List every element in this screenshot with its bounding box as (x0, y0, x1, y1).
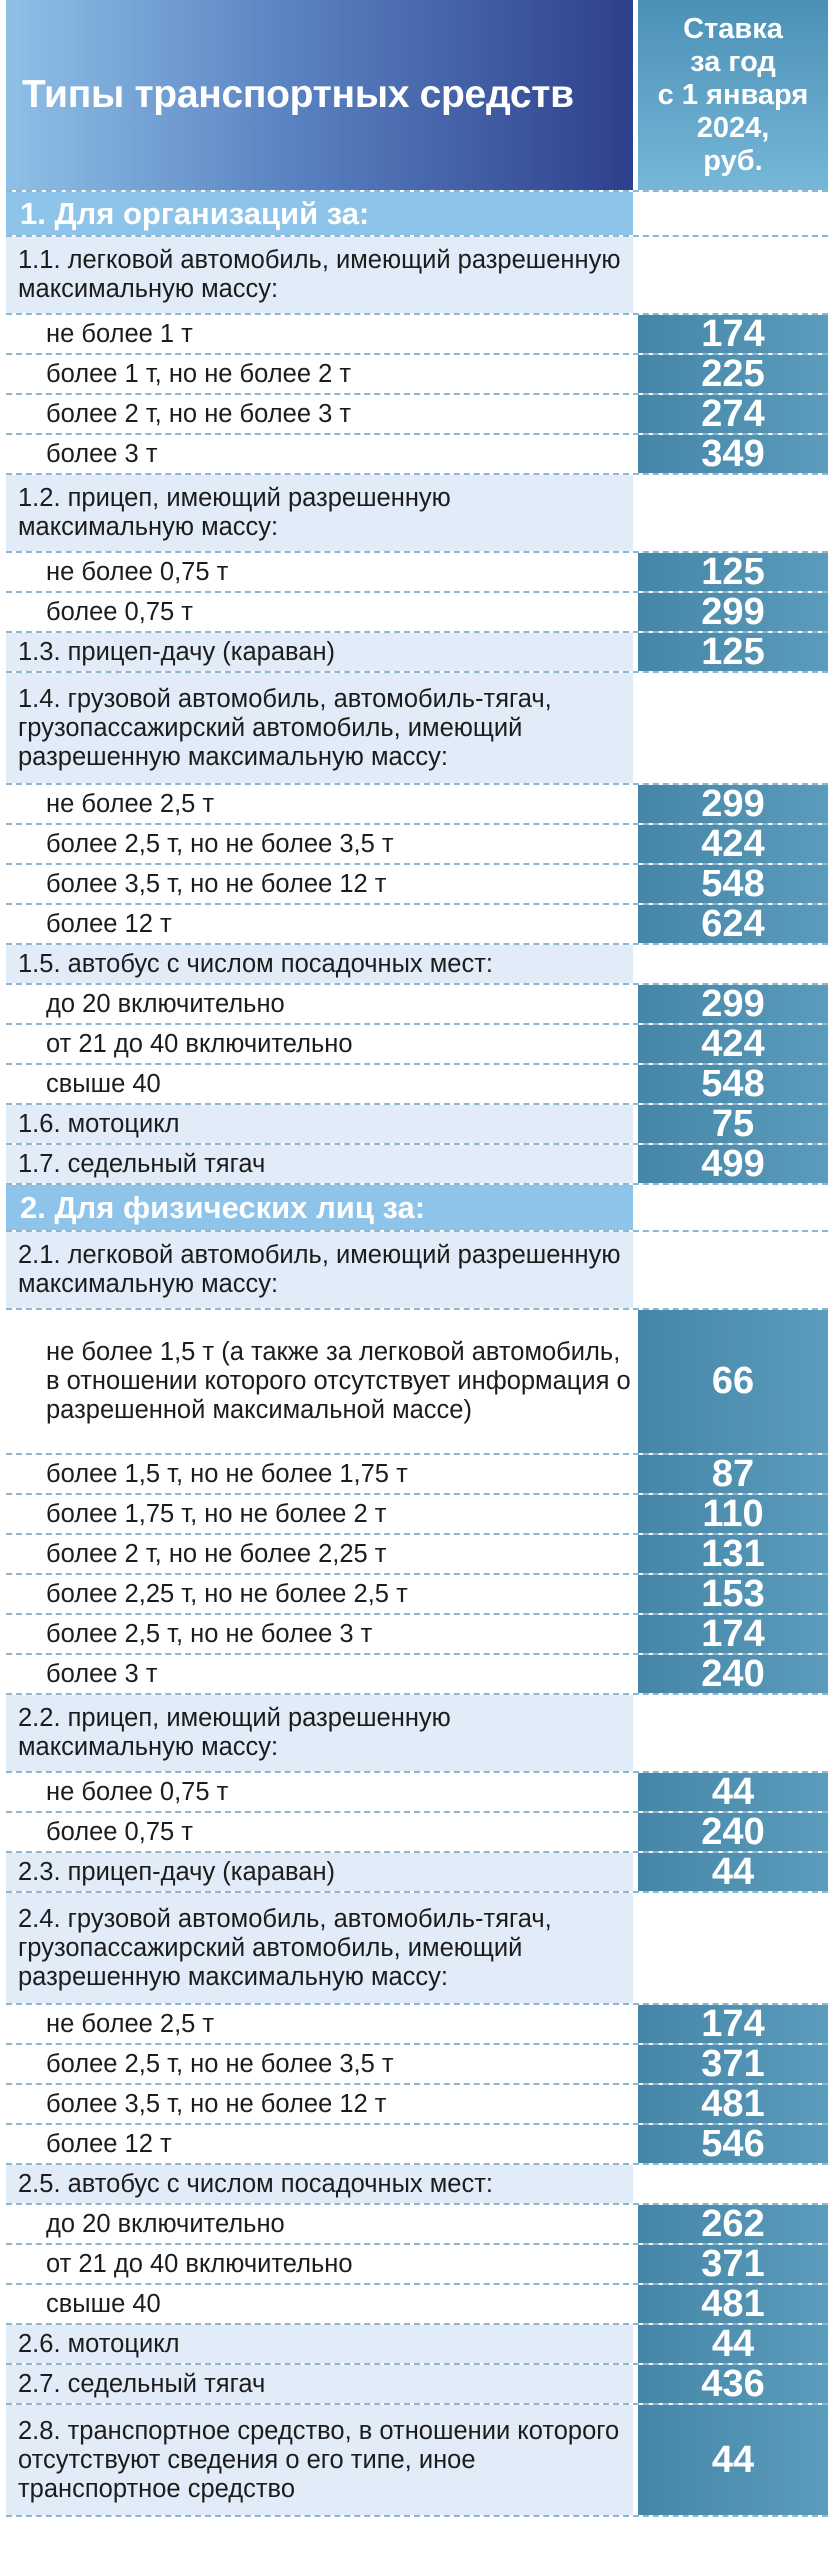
rate-value: 274 (638, 395, 828, 433)
vehicle-type-label: более 2,25 т, но не более 2,5 т (6, 1575, 633, 1613)
table-row (6, 1810, 828, 1853)
table-row (6, 902, 828, 945)
vehicle-type-label: 2.4. грузовой автомобиль, автомобиль-тягач, грузопассажирский автомобиль, имеющий разрешенную максимальную массу: (6, 1893, 633, 2003)
vehicle-type-label: более 3,5 т, но не более 12 т (6, 865, 633, 903)
rate-value (638, 1185, 828, 1230)
rate-value (638, 1695, 828, 1771)
vehicle-type-label: более 2 т, но не более 2,25 т (6, 1535, 633, 1573)
table-row (6, 550, 828, 593)
rate-value: 87 (638, 1455, 828, 1493)
vehicle-type-label: не более 1 т (6, 315, 633, 353)
category-row (6, 2405, 828, 2517)
vehicle-type-label: 2.7. седельный тягач (6, 2365, 633, 2403)
rate-value (638, 192, 828, 235)
category-row (6, 2362, 828, 2405)
table-row (6, 2242, 828, 2285)
vehicle-type-label: 2.1. легковой автомобиль, имеющий разрешенную максимальную массу: (6, 1232, 633, 1308)
rate-value: 44 (638, 1853, 828, 1891)
category-row (6, 945, 828, 985)
table-row (6, 1310, 828, 1455)
vehicle-type-label: более 2 т, но не более 3 т (6, 395, 633, 433)
table-row (6, 312, 828, 355)
vehicle-type-label: более 0,75 т (6, 593, 633, 631)
rate-value: 424 (638, 825, 828, 863)
table-row (6, 1612, 828, 1655)
rate-value (638, 945, 828, 983)
vehicle-type-label: 2.6. мотоцикл (6, 2325, 633, 2363)
vehicle-type-label: 1.5. автобус с числом посадочных мест: (6, 945, 633, 983)
table-row (6, 2042, 828, 2085)
vehicle-type-label: 1.2. прицеп, имеющий разрешенную максимальную массу: (6, 475, 633, 551)
table-row (6, 1770, 828, 1813)
section-row (6, 192, 828, 237)
rate-value: 66 (638, 1310, 828, 1453)
table-row (6, 822, 828, 865)
vehicle-type-label: не более 1,5 т (а также за легковой автомобиль, в отношении которого отсутствует информация о разрешенной максимальной массе) (6, 1310, 633, 1453)
vehicle-type-label: свыше 40 (6, 1065, 633, 1103)
category-row (6, 1695, 828, 1773)
rate-value (638, 1232, 828, 1308)
vehicle-type-label: 1.1. легковой автомобиль, имеющий разрешенную максимальную массу: (6, 237, 633, 313)
rate-value: 548 (638, 865, 828, 903)
vehicle-type-label: не более 2,5 т (6, 785, 633, 823)
category-row (6, 1232, 828, 1310)
vehicle-type-label: более 12 т (6, 905, 633, 943)
rate-value: 371 (638, 2245, 828, 2283)
rate-value (638, 673, 828, 783)
table-row (6, 1532, 828, 1575)
vehicle-type-label: до 20 включительно (6, 2205, 633, 2243)
rate-value: 299 (638, 785, 828, 823)
category-row (6, 237, 828, 315)
table-body (6, 192, 828, 2517)
category-row (6, 2322, 828, 2365)
vehicle-type-label: свыше 40 (6, 2285, 633, 2323)
rate-value: 262 (638, 2205, 828, 2243)
vehicle-type-label: более 0,75 т (6, 1813, 633, 1851)
rate-value: 44 (638, 1773, 828, 1811)
table-row (6, 982, 828, 1025)
rate-value: 125 (638, 633, 828, 671)
rate-value: 44 (638, 2405, 828, 2515)
vehicle-type-label: более 12 т (6, 2125, 633, 2163)
vehicle-type-label: от 21 до 40 включительно (6, 1025, 633, 1063)
category-row (6, 673, 828, 785)
table-row (6, 2282, 828, 2325)
category-row (6, 475, 828, 553)
table-row (6, 2002, 828, 2045)
section-title: 1. Для организаций за: (6, 192, 633, 235)
table-row (6, 1492, 828, 1535)
vehicle-type-label: до 20 включительно (6, 985, 633, 1023)
table-row (6, 392, 828, 435)
vehicle-type-label: более 2,5 т, но не более 3,5 т (6, 2045, 633, 2083)
table-row (6, 862, 828, 905)
vehicle-type-label: более 2,5 т, но не более 3 т (6, 1615, 633, 1653)
vehicle-type-label: не более 0,75 т (6, 553, 633, 591)
vehicle-type-label: 2.3. прицеп-дачу (караван) (6, 1853, 633, 1891)
category-row (6, 2165, 828, 2205)
category-row (6, 1102, 828, 1145)
table-row (6, 1652, 828, 1695)
vehicle-type-label: более 3 т (6, 435, 633, 473)
vehicle-type-label: 2.8. транспортное средство, в отношении которого отсутствуют сведения о его типе, иное транспортное средство (6, 2405, 633, 2515)
rate-value: 481 (638, 2085, 828, 2123)
rate-value: 125 (638, 553, 828, 591)
rate-value: 299 (638, 593, 828, 631)
vehicle-type-label: более 1 т, но не более 2 т (6, 355, 633, 393)
rate-value: 548 (638, 1065, 828, 1103)
table-row (6, 432, 828, 475)
rate-value: 436 (638, 2365, 828, 2403)
rate-value: 546 (638, 2125, 828, 2163)
table-header (6, 0, 828, 192)
vehicle-type-label: не более 0,75 т (6, 1773, 633, 1811)
rate-value: 371 (638, 2045, 828, 2083)
rate-value: 225 (638, 355, 828, 393)
rate-value: 153 (638, 1575, 828, 1613)
rate-value: 110 (638, 1495, 828, 1533)
rate-value: 424 (638, 1025, 828, 1063)
rate-value (638, 237, 828, 313)
rate-value: 624 (638, 905, 828, 943)
rate-value: 75 (638, 1105, 828, 1143)
table-row (6, 2082, 828, 2125)
category-row (6, 1850, 828, 1893)
vehicle-type-label: 1.4. грузовой автомобиль, автомобиль-тягач, грузопассажирский автомобиль, имеющий разрешенную максимальную массу: (6, 673, 633, 783)
vehicle-type-label: не более 2,5 т (6, 2005, 633, 2043)
vehicle-type-label: 1.6. мотоцикл (6, 1105, 633, 1143)
rate-value (638, 1893, 828, 2003)
section-title: 2. Для физических лиц за: (6, 1185, 633, 1230)
category-row (6, 1142, 828, 1185)
table-row (6, 590, 828, 633)
vehicle-type-label: более 2,5 т, но не более 3,5 т (6, 825, 633, 863)
rate-value: 349 (638, 435, 828, 473)
table-row (6, 782, 828, 825)
table-row (6, 2122, 828, 2165)
rate-value: 499 (638, 1145, 828, 1183)
vehicle-type-label: 1.7. седельный тягач (6, 1145, 633, 1183)
rate-value: 174 (638, 2005, 828, 2043)
table-row (6, 352, 828, 395)
table-row (6, 1062, 828, 1105)
category-row (6, 1893, 828, 2005)
table-row (6, 1022, 828, 1065)
table-row (6, 1452, 828, 1495)
vehicle-type-label: более 1,5 т, но не более 1,75 т (6, 1455, 633, 1493)
rate-value: 174 (638, 315, 828, 353)
table-row (6, 2202, 828, 2245)
category-row (6, 630, 828, 673)
rate-value: 131 (638, 1535, 828, 1573)
vehicle-type-label: 1.3. прицеп-дачу (караван) (6, 633, 633, 671)
rate-value: 174 (638, 1615, 828, 1653)
vehicle-type-label: более 3 т (6, 1655, 633, 1693)
rate-value: 299 (638, 985, 828, 1023)
vehicle-type-label: от 21 до 40 включительно (6, 2245, 633, 2283)
rate-value: 481 (638, 2285, 828, 2323)
vehicle-type-label: более 1,75 т, но не более 2 т (6, 1495, 633, 1533)
vehicle-type-label: 2.2. прицеп, имеющий разрешенную максимальную массу: (6, 1695, 633, 1771)
table-row (6, 1572, 828, 1615)
section-row (6, 1185, 828, 1232)
rate-value: 240 (638, 1813, 828, 1851)
header-vehicle-types: Типы транспортных средств (6, 0, 633, 190)
rate-value (638, 475, 828, 551)
rate-value: 240 (638, 1655, 828, 1693)
header-annual-rate: Ставка за год с 1 января 2024, руб. (638, 0, 828, 190)
rate-value (638, 2165, 828, 2203)
vehicle-type-label: 2.5. автобус с числом посадочных мест: (6, 2165, 633, 2203)
vehicle-type-label: более 3,5 т, но не более 12 т (6, 2085, 633, 2123)
rate-value: 44 (638, 2325, 828, 2363)
